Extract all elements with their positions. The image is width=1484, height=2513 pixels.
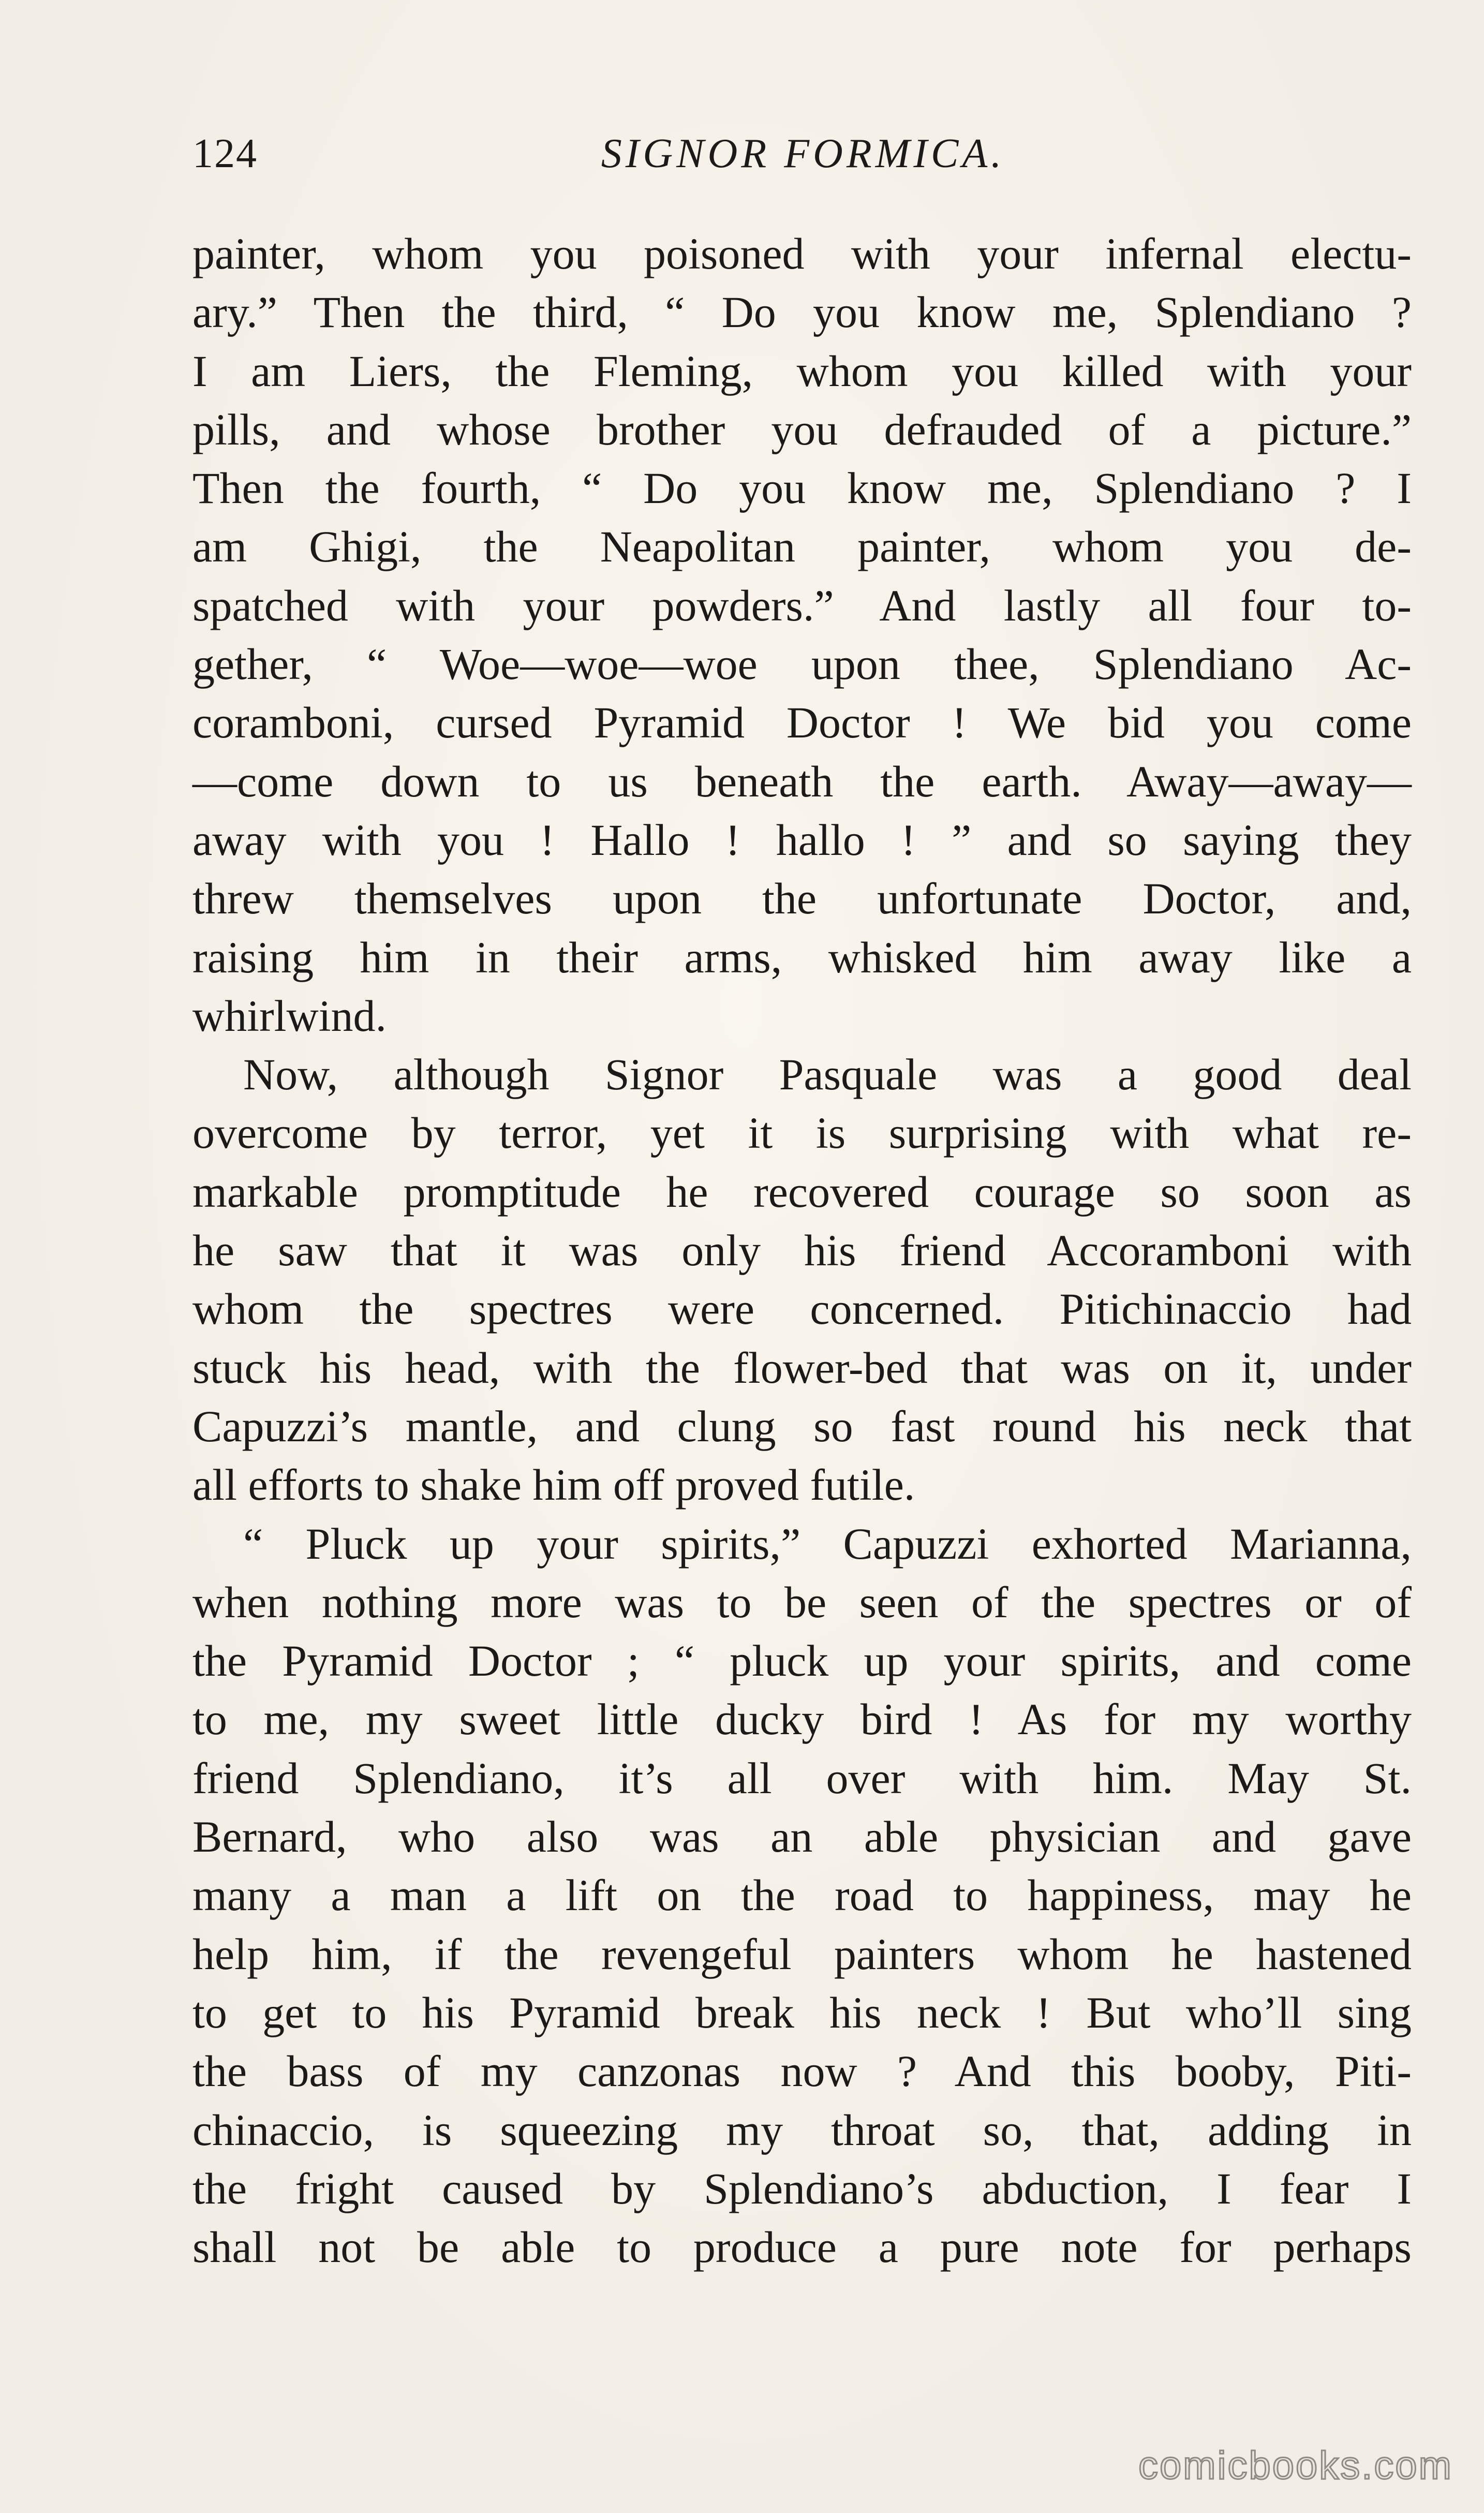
text-line: the fright caused by Splendiano’s abduction, I fear I — [192, 2163, 1412, 2213]
text-line: spatched with your powders.” And lastly all four to- — [192, 580, 1412, 630]
text-line: pills, and whose brother you defrauded of a picture.” — [192, 404, 1412, 454]
text-line: Then the fourth, “ Do you know me, Splendiano ? I — [192, 463, 1412, 513]
paragraph-start-line: Now, although Signor Pasquale was a good deal — [243, 1049, 1412, 1100]
text-line: Bernard, who also was an able physician and gave — [192, 1812, 1412, 1862]
text-line: help him, if the revengeful painters whom he hastened — [192, 1929, 1412, 1979]
text-line: whirlwind. — [192, 991, 387, 1041]
text-line: gether, “ Woe—woe—woe upon thee, Splendiano Ac- — [192, 639, 1412, 689]
text-line: Capuzzi’s mantle, and clung so fast round his neck that — [192, 1401, 1412, 1451]
text-line: painter, whom you poisoned with your infernal electu- — [192, 229, 1412, 278]
page-header — [192, 125, 1414, 182]
text-line: —come down to us beneath the earth. Away—away— — [192, 756, 1412, 806]
text-line: markable promptitude he recovered courage so soon as — [192, 1166, 1412, 1217]
text-line: I am Liers, the Fleming, whom you killed with your — [192, 346, 1412, 396]
text-line: coramboni, cursed Pyramid Doctor ! We bid you come — [192, 698, 1412, 748]
text-line: away with you ! Hallo ! hallo ! ” and so saying they — [192, 815, 1412, 865]
text-line: shall not be able to produce a pure note for perhaps — [192, 2222, 1412, 2272]
text-line: raising him in their arms, whisked him away like a — [192, 932, 1412, 982]
text-line: to me, my sweet little ducky bird ! As for my worthy — [192, 1694, 1412, 1745]
text-line: am Ghigi, the Neapolitan painter, whom you de- — [192, 522, 1412, 572]
paragraph-start-line: “ Pluck up your spirits,” Capuzzi exhorted Marianna, — [243, 1518, 1412, 1569]
text-line: he saw that it was only his friend Accoramboni with — [192, 1225, 1412, 1276]
text-line: the bass of my canzonas now ? And this booby, Piti- — [192, 2046, 1412, 2096]
page-number: 124 — [192, 131, 258, 176]
watermark: comicbooks.com — [1138, 2444, 1453, 2488]
text-line: whom the spectres were concerned. Pitichinaccio had — [192, 1284, 1412, 1334]
text-line: chinaccio, is squeezing my throat so, that, adding in — [192, 2105, 1412, 2155]
text-line: ary.” Then the third, “ Do you know me, Splendiano ? — [192, 287, 1412, 337]
text-line: the Pyramid Doctor ; “ pluck up your spirits, and come — [192, 1636, 1412, 1686]
text-line: stuck his head, with the flower-bed that was on it, under — [192, 1342, 1412, 1393]
text-line: to get to his Pyramid break his neck ! But who’ll sing — [192, 1987, 1412, 2037]
text-line: all efforts to shake him off proved futile. — [192, 1460, 915, 1510]
text-line: threw themselves upon the unfortunate Doctor, and, — [192, 874, 1412, 924]
text-line: when nothing more was to be seen of the spectres or of — [192, 1577, 1412, 1627]
running-head: SIGNOR FORMICA. — [601, 131, 1005, 176]
text-line: friend Splendiano, it’s all over with him. May St. — [192, 1753, 1412, 1803]
text-line: overcome by terror, yet it is surprising with what re- — [192, 1108, 1412, 1158]
text-line: many a man a lift on the road to happiness, may he — [192, 1870, 1412, 1920]
body-text — [192, 225, 1412, 2277]
